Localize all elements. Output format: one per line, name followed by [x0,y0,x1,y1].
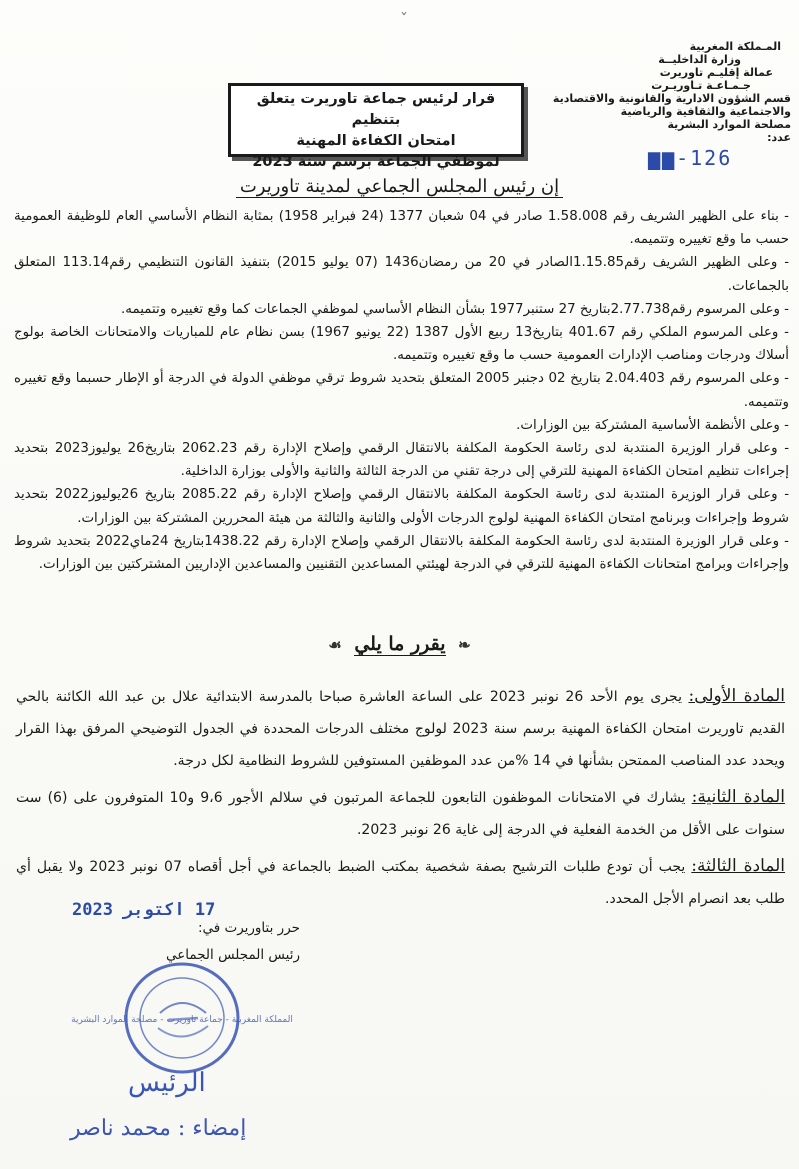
consideration-item: - وعلى الظهير الشريف رقم1.15.85الصادر في 20 من رمضان1436 (07 يوليو 2015) بتنفيذ القانون التنظيمي رقم113.14 المتعلق بالجماعات. [14,255,790,294]
signature-name: إمضاء : محمد ناصر [70,1116,247,1141]
ornament-icon: ❧ [458,636,471,654]
consideration-item: - وعلى المرسوم رقم 2.04.403 بتاريخ 02 دجنبر 2005 المتعلق بتحديد شروط ترقي موظفي الدولة في الدرجة أو الإطار حسبما وقع تغييره وتتميمه. [14,371,790,410]
ornament-icon: ☙ [328,636,342,654]
article [16,781,785,846]
signature-title: الرئيس [128,1068,206,1098]
article-label: المادة الأولى: [688,686,786,706]
letterhead-line: مصلحة الموارد البشرية [667,118,791,131]
consideration-item: - وعلى قرار الوزيرة المنتدبة لدى رئاسة الحكومة المكلفة بالانتقال الرقمي وإصلاح الإدارة رقم 1438.22بتاريخ 24ماي2022 بتحديد شروط وإجراءات وبرامج امتحانات الكفاءة المهنية للترقي في الدرجة لهيئتي المساعدين التقنيين والمساعدين الإداريين المشتركتين بين الوزارات. [14,533,789,573]
reference-number-stamp: ▆▆-126 [648,146,733,170]
article [16,680,785,777]
letterhead-line: المـملكة المغربية [689,40,781,53]
scan-mark: ˇ [400,10,408,29]
article-text: يجرى يوم الأحد 26 نونبر 2023 على الساعة العاشرة صباحا بالمدرسة الابتدائية علال بن عبد الله الكائنة بالحي القديم تاوريرت امتحان الكفاءة المهنية برسم سنة 2023 لولوج مختلف الدرجات المحددة في الجدول التوضيحي المرفق بهذا القرار ويحدد عدد المناصب الممتحن بشأنها في 14 %من عدد الموظفين المستوفين للشروط النظامية لكل درجة. [16,689,785,769]
title-line: لموظفي الجماعة برسم سنة 2023 [252,154,500,170]
consideration-item: - وعلى المرسوم الملكي رقم 401.67 بتاريخ13 ربيع الأول 1387 (22 يونيو 1967) بسن نظام عام للمباريات والامتحانات الخاصة بولوج أسلاك ودرجات ومناصب الإدارات العمومية حسب ما وقع تغييره وتتميمه. [14,325,789,364]
decides-heading: ❧ يقرر ما يلي ☙ [328,633,471,655]
considerations-list [14,205,789,576]
date-stamp: 17 اكتوبر 2023 [72,900,216,920]
letterhead-line: وزارة الداخليــة [658,53,741,66]
letterhead-line: والاجتماعية والثقافية والرياضية [620,105,791,118]
svg-text:المملكة المغربية - جماعة تاوري: المملكة المغربية - جماعة تاوريرت - مصلحة الموارد البشرية [71,1015,293,1025]
signatory-role: رئيس المجلس الجماعي [165,947,300,963]
letterhead-line: عدد: [767,131,791,144]
consideration-item: - بناء على الظهير الشريف رقم 1.58.008 صادر في 04 شعبان 1377 (24 فبراير 1958) بمثابة النظام الأساسي العام للوظيفة العمومية حسب ما وقع تغييره وتتميمه. [14,209,789,248]
consideration-item: - وعلى قرار الوزيرة المنتدبة لدى رئاسة الحكومة المكلفة بالانتقال الرقمي وإصلاح الإدارة رقم 2085.22 بتاريخ 26يوليوز2022 بتحديد شروط وإجراءات وبرنامج امتحان الكفاءة المهنية لولوج الدرجات الأولى والثانية والثالثة من هيئة المحررين المشتركة بين الوزارات. [14,487,790,526]
articles-section [16,680,785,919]
title-line: قرار لرئيس جماعة تاوريرت يتعلق بتنظيم [256,91,496,128]
title-line: امتحان الكفاءة المهنية [296,133,456,149]
letterhead-line: عمالة إقليـم تاوريرت [659,66,773,79]
consideration-item: - وعلى الأنظمة الأساسية المشتركة بين الوزارات. [516,417,789,433]
signing-place: حرر بتاوريرت في: [197,920,300,936]
consideration-item: - وعلى قرار الوزيرة المنتدبة لدى رئاسة الحكومة المكلفة بالانتقال الرقمي وإصلاح الإدارة رقم 2062.23 بتاريخ26 يوليوز2023 بتحديد إجراءات تنظيم امتحان الكفاءة المهنية للترقي إلى درجة تقني من الدرجة الثالثة والثانية والأولى بوزارة الداخلية. [14,441,790,480]
decision-title-box [228,83,524,170]
article-label: المادة الثالثة: [691,856,786,876]
official-seal-icon [71,958,293,1078]
letterhead-line: جـمـاعـة تـاوريـرت [651,79,751,92]
article-text: يجب أن تودع طلبات الترشيح بصفة شخصية بمكتب الضبط بالجماعة في أجل أقصاه 07 نونبر 2023 ولا يقبل أي طلب بعد انصرام الأجل المحدد. [16,859,785,907]
article-label: المادة الثانية: [691,787,785,807]
letterhead [531,40,791,144]
main-title: إن رئيس المجلس الجماعي لمدينة تاوريرت [0,176,799,197]
letterhead-line: قسم الشؤون الادارية والقانونية والاقتصادية [552,92,791,105]
article-text: يشارك في الامتحانات الموظفون التابعون للجماعة المرتبون في سلالم الأجور 9،6 و10 المتوفرون على (6) ست سنوات على الأقل من الخدمة الفعلية في الدرجة إلى غاية 26 نونبر 2023. [16,790,785,838]
consideration-item: - وعلى المرسوم رقم2.77.738بتاريخ 27 ستنبر1977 بشأن النظام الأساسي لموظفي الجماعات كما وقع تغييره وتتميمه. [121,301,789,317]
